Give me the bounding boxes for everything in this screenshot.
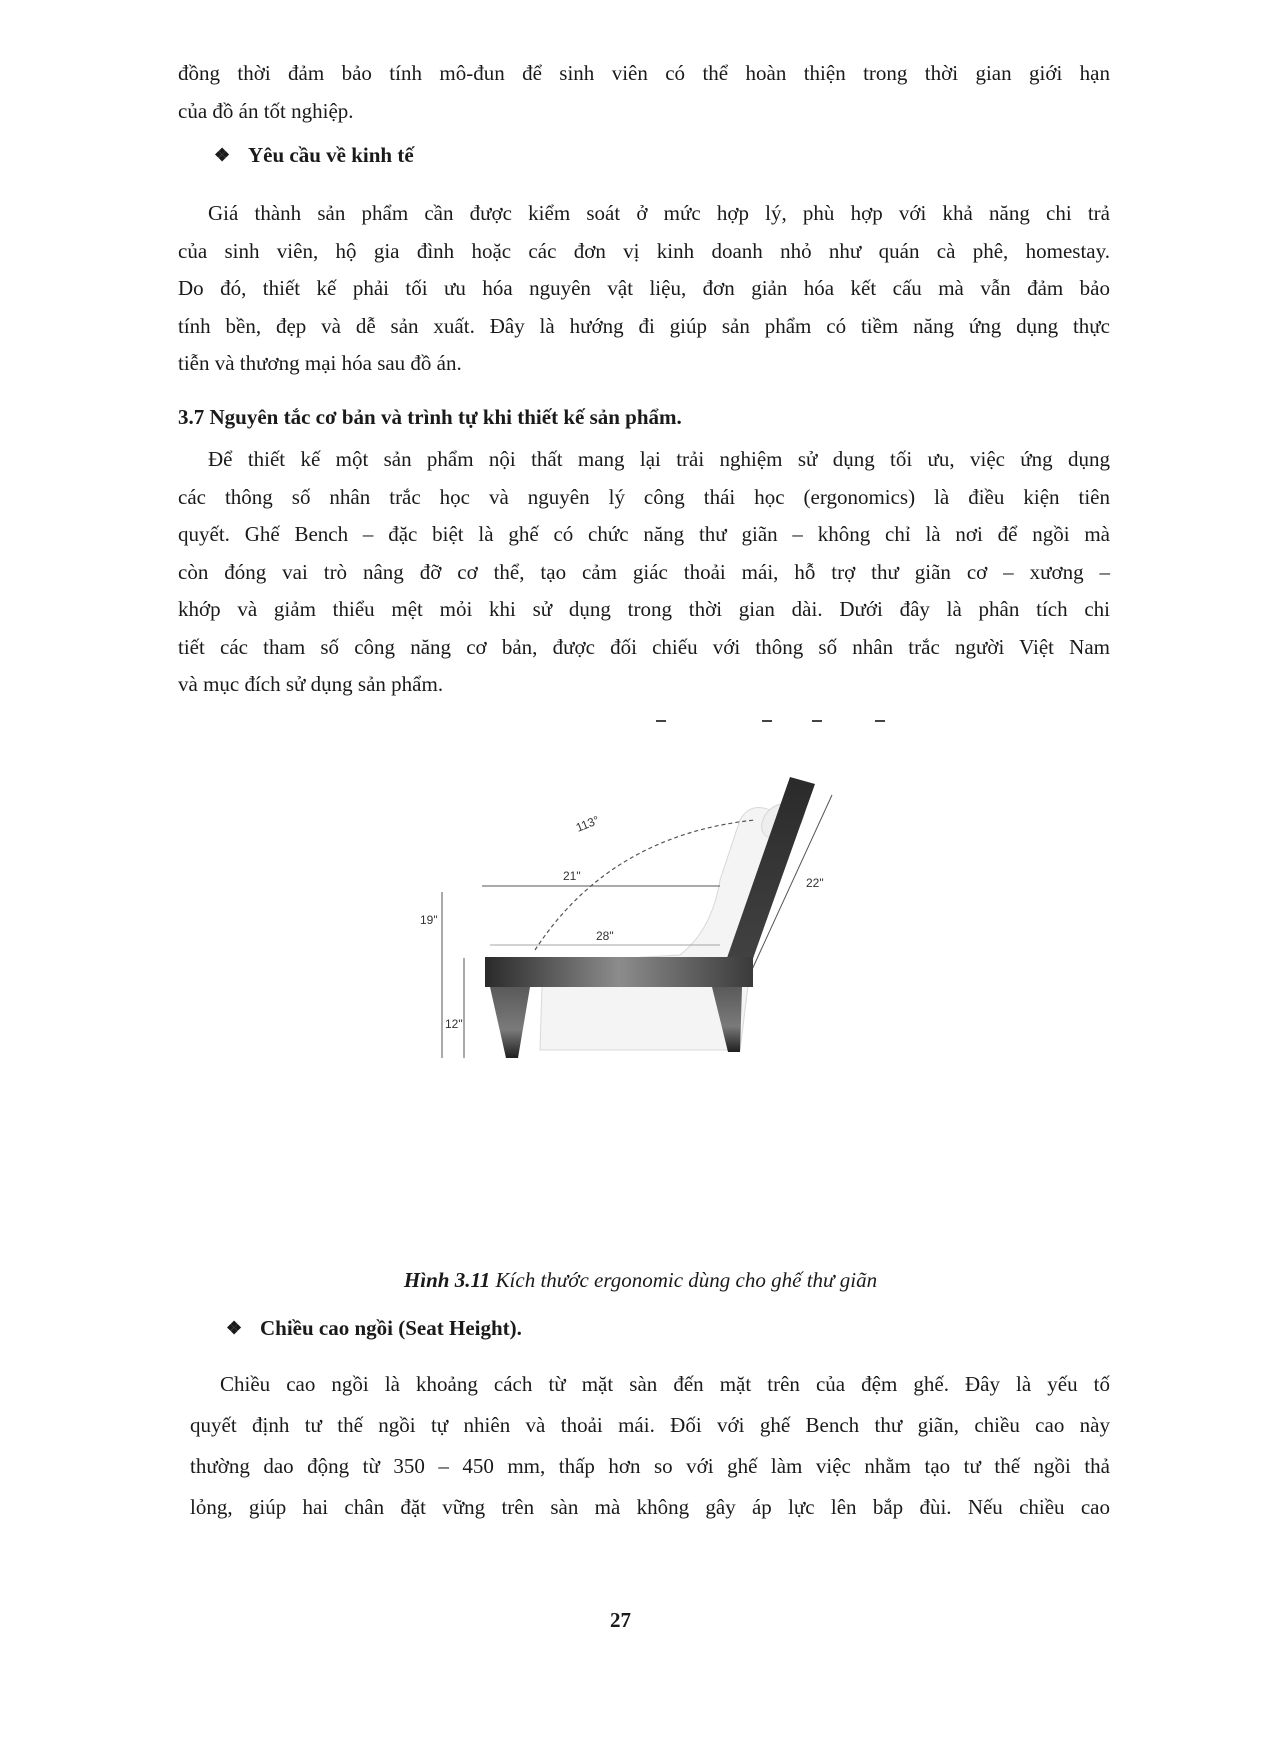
seat-depth-bottom-label: 28": [596, 929, 614, 943]
seat-height-label: 12": [445, 1017, 463, 1031]
page-number: 27: [610, 1608, 631, 1632]
scan-artifact: [875, 720, 885, 722]
scan-artifact: [762, 720, 772, 722]
paragraph-line: tiết các tham số công năng cơ bản, được đối chiếu với thông số nhân trắc người Việt Nam: [178, 634, 1110, 659]
ergonomic-chair-figure: [420, 780, 970, 1210]
paragraph-line: các thông số nhân trắc học và nguyên lý công thái học (ergonomics) là điều kiện tiên: [178, 484, 1110, 509]
total-height-label: 19": [420, 913, 438, 927]
scan-artifact: [812, 720, 822, 722]
seat-height-paragraph: [190, 1364, 1110, 1528]
seat-height-heading-text: Chiều cao ngồi (Seat Height).: [260, 1316, 522, 1340]
figure-caption-label: Hình 3.11: [403, 1268, 491, 1292]
paragraph-line: quyết định tư thế ngồi tự nhiên và thoải mái. Đối với ghế Bench thư giãn, chiều cao này: [190, 1413, 1110, 1437]
paragraph-line: thường dao động từ 350 – 450 mm, thấp hơn so với ghế làm việc nhằm tạo tư thế ngồi thả: [190, 1454, 1110, 1478]
paragraph-line: Giá thành sản phẩm cần được kiểm soát ở mức hợp lý, phù hợp với khả năng chi trả: [208, 201, 1110, 225]
angle-label: 113°: [573, 812, 602, 835]
paragraph-line: khớp và giảm thiểu mệt mỏi khi sử dụng trong thời gian dài. Dưới đây là phân tích chi: [178, 597, 1110, 621]
backrest-length-label: 22": [806, 876, 824, 890]
paragraph-line: và mục đích sử dụng sản phẩm.: [178, 672, 444, 696]
section-3-7-heading: 3.7 Nguyên tắc cơ bản và trình tự khi thiết kế sản phẩm.: [178, 405, 682, 429]
paragraph-line: lỏng, giúp hai chân đặt vững trên sàn mà không gây áp lực lên bắp đùi. Nếu chiều cao: [190, 1495, 1110, 1519]
diamond-bullet-icon: ❖: [214, 145, 231, 165]
paragraph-line: Do đó, thiết kế phải tối ưu hóa nguyên vật liệu, đơn giản hóa kết cấu mà vẫn đảm bảo: [178, 276, 1110, 300]
paragraph-line: quyết. Ghế Bench – đặc biệt là ghế có chức năng thư giãn – không chỉ là nơi để ngồi mà: [178, 522, 1110, 546]
paragraph-line: Chiều cao ngồi là khoảng cách từ mặt sàn đến mặt trên của đệm ghế. Đây là yếu tố: [220, 1372, 1110, 1396]
economic-heading-text: Yêu cầu về kinh tế: [248, 143, 414, 167]
paragraph-line: của đồ án tốt nghiệp.: [178, 98, 354, 123]
chair-front-leg: [490, 987, 530, 1058]
economic-heading: [214, 143, 414, 168]
scan-artifact: [656, 720, 666, 722]
economic-paragraph: [178, 195, 1110, 383]
seat-height-heading: [226, 1316, 522, 1341]
section-3-7-paragraph: [178, 441, 1110, 704]
paragraph-line: đồng thời đảm bảo tính mô-đun để sinh viên có thể hoàn thiện trong thời gian giới hạn: [178, 61, 1110, 85]
chair-seat: [485, 957, 753, 987]
paragraph-line: tiễn và thương mại hóa sau đồ án.: [178, 351, 462, 375]
chair-diagram: [420, 780, 970, 1210]
paragraph-line: Để thiết kế một sản phẩm nội thất mang lại trải nghiệm sử dụng tối ưu, việc ứng dụng: [208, 447, 1110, 471]
paragraph-line: của sinh viên, hộ gia đình hoặc các đơn vị kinh doanh nhỏ như quán cà phê, homestay.: [178, 238, 1110, 263]
figure-caption-text: Kích thước ergonomic dùng cho ghế thư giãn: [490, 1268, 878, 1292]
figure-caption: [0, 1268, 1261, 1293]
diamond-bullet-icon: ❖: [226, 1318, 243, 1338]
seat-depth-top-label: 21": [563, 869, 581, 883]
paragraph-line: tính bền, đẹp và dễ sản xuất. Đây là hướng đi giúp sản phẩm có tiềm năng ứng dụng thực: [178, 313, 1110, 338]
paragraph-line: còn đóng vai trò nâng đỡ cơ thể, tạo cảm giác thoải mái, hỗ trợ thư giãn cơ – xương –: [178, 559, 1110, 584]
intro-paragraph: [178, 55, 1110, 130]
